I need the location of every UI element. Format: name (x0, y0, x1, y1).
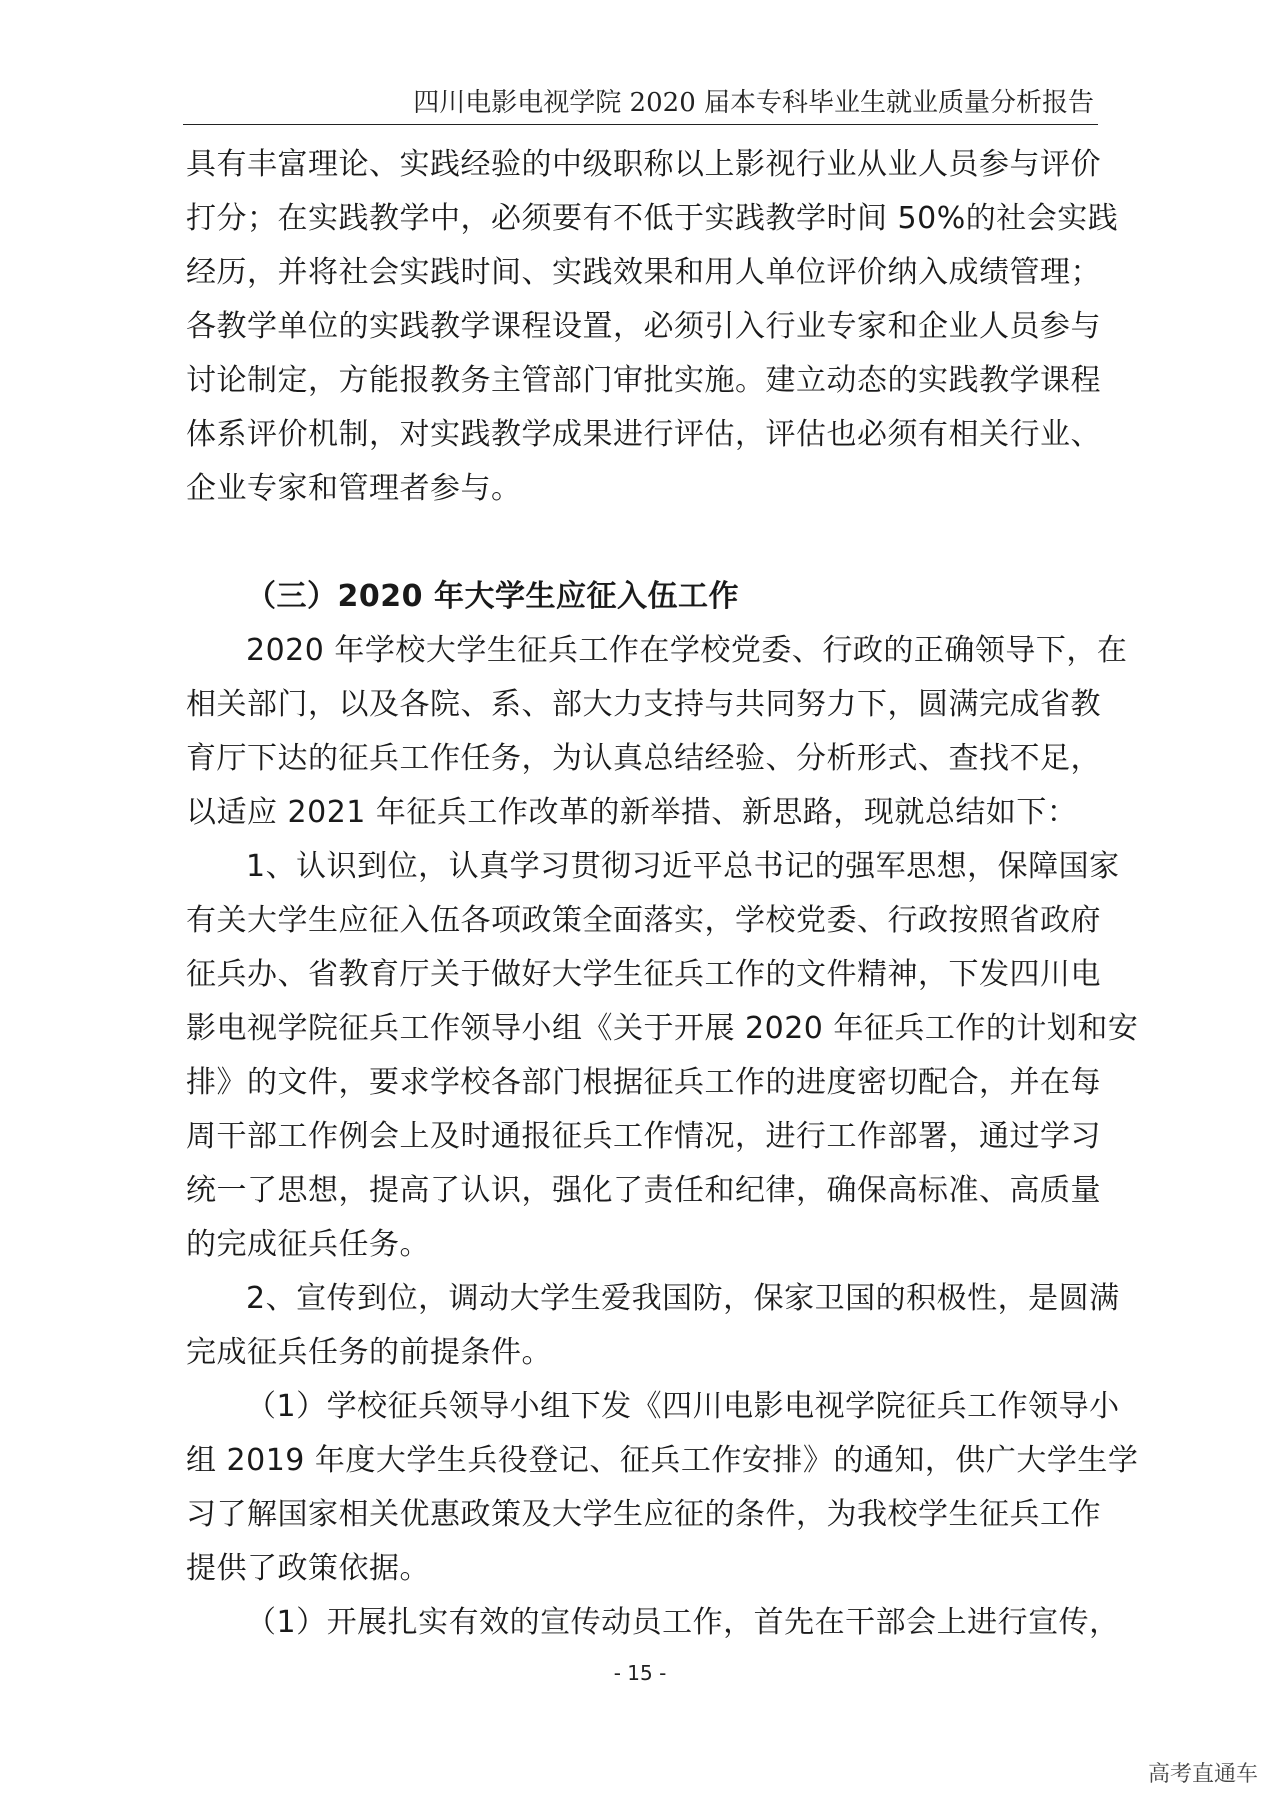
body-text-line: 完成征兵任务的前提条件。 (186, 1335, 552, 1370)
body-text-line: 以适应 2021 年征兵工作改革的新举措、新思路，现就总结如下： (186, 795, 1078, 830)
section-heading: （三）2020 年大学生应征入伍工作 (246, 579, 739, 614)
body-text-line: 相关部门，以及各院、系、部大力支持与共同努力下，圆满完成省教 (186, 687, 1101, 722)
body-text-line: 2、宣传到位，调动大学生爱我国防，保家卫国的积极性，是圆满 (246, 1281, 1120, 1316)
body-text-line: 周干部工作例会上及时通报征兵工作情况，进行工作部署，通过学习 (186, 1119, 1101, 1154)
body-text-line: 的完成征兵任务。 (186, 1227, 430, 1262)
page-number: - 15 - (613, 1661, 667, 1685)
body-text-line: 有关大学生应征入伍各项政策全面落实，学校党委、行政按照省政府 (186, 903, 1101, 938)
body-text-line: 经历，并将社会实践时间、实践效果和用人单位评价纳入成绩管理； (186, 255, 1101, 290)
body-text-line: 征兵办、省教育厅关于做好大学生征兵工作的文件精神，下发四川电 (186, 957, 1101, 992)
body-text-line: 育厅下达的征兵工作任务，为认真总结经验、分析形式、查找不足， (186, 741, 1101, 776)
body-text-line: 具有丰富理论、实践经验的中级职称以上影视行业从业人员参与评价 (186, 147, 1101, 182)
paragraph-gap (186, 516, 1098, 570)
body-text-line: 统一了思想，提高了认识，强化了责任和纪律，确保高标准、高质量 (186, 1173, 1101, 1208)
body-text-line: 1、认识到位，认真学习贯彻习近平总书记的强军思想，保障国家 (246, 849, 1120, 884)
body-text-line: 组 2019 年度大学生兵役登记、征兵工作安排》的通知，供广大学生学 (186, 1443, 1139, 1478)
body-text-line: （1）学校征兵领导小组下发《四川电影电视学院征兵工作领导小 (246, 1389, 1120, 1424)
body-text-line: 企业专家和管理者参与。 (186, 471, 522, 506)
body-text-line: 讨论制定，方能报教务主管部门审批实施。建立动态的实践教学课程 (186, 363, 1101, 398)
body-text-line: 影电视学院征兵工作领导小组《关于开展 2020 年征兵工作的计划和安 (186, 1011, 1139, 1046)
document-body (186, 138, 1139, 1650)
body-text-line: 2020 年学校大学生征兵工作在学校党委、行政的正确领导下，在 (246, 633, 1128, 668)
body-text-line: 打分；在实践教学中，必须要有不低于实践教学时间 50%的社会实践 (186, 201, 1119, 236)
body-text-line: （1）开展扎实有效的宣传动员工作，首先在干部会上进行宣传， (246, 1605, 1120, 1640)
watermark-text: 高考直通车 (1147, 1762, 1258, 1787)
body-text-line: 提供了政策依据。 (186, 1551, 430, 1586)
body-text-line: 体系评价机制，对实践教学成果进行评估，评估也必须有相关行业、 (186, 417, 1101, 452)
body-text-line: 各教学单位的实践教学课程设置，必须引入行业专家和企业人员参与 (186, 309, 1101, 344)
page-header (183, 88, 1098, 125)
body-text-line: 习了解国家相关优惠政策及大学生应征的条件，为我校学生征兵工作 (186, 1497, 1101, 1532)
body-text-line: 排》的文件，要求学校各部门根据征兵工作的进度密切配合，并在每 (186, 1065, 1101, 1100)
header-title: 四川电影电视学院 2020 届本专科毕业生就业质量分析报告 (413, 88, 1094, 118)
